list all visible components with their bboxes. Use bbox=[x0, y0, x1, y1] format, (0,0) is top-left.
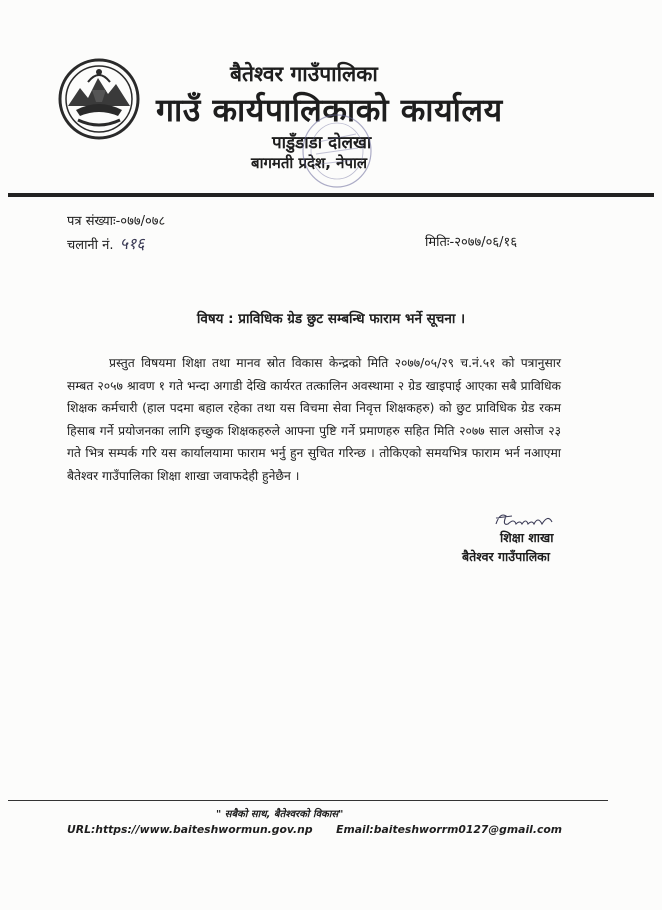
subject-line: विषय : प्राविधिक ग्रेड छुट सम्बन्धि फाराम भर्ने सूचना । bbox=[196, 311, 466, 327]
signatory-section: शिक्षा शाखा bbox=[500, 530, 554, 545]
footer-divider bbox=[8, 800, 608, 801]
letter-number: पत्र संख्याः-०७७/०७८ bbox=[67, 214, 166, 229]
footer-contact bbox=[67, 823, 562, 836]
letter-date: मितिः-२०७७/०६/१६ bbox=[425, 235, 518, 250]
footer-url[interactable]: URL:https://www.baiteshwormun.gov.np bbox=[67, 823, 313, 836]
nepal-emblem-icon bbox=[58, 58, 140, 140]
district-line: पाडुँडाडा दोलखा bbox=[272, 133, 372, 153]
footer-email[interactable]: Email:baiteshworrm0127@gmail.com bbox=[336, 823, 563, 836]
header-divider bbox=[8, 193, 654, 197]
office-title: गाउँ कार्यपालिकाको कार्यालय bbox=[156, 91, 503, 129]
municipality-name: बैतेश्वर गाउँपालिका bbox=[230, 62, 378, 86]
notice-body: प्रस्तुत विषयमा शिक्षा तथा मानव स्रोत विकास केन्द्रको मिति २०७७/०५/२९ च.नं.५१ को पत्रानुसार सम्बत २०५७ श्रावण १ गते भन्दा अगाडी देखि कार्यरत तत्कालिन अवस्थामा २ ग्रेड खाइपाई आएका सबै प्राविधिक शिक्षक कर्मचारी (हाल पदमा बहाल रहेका तथा यस विचमा सेवा निवृत्त शिक्षकहरु) को छुट प्राविधिक ग्रेड रकम हिसाब गर्ने प्रयोजनका लागि इच्छुक शिक्षकहरुले आफ्ना पुष्टि गर्ने प्रमाणहरु सहित मिति २०७७ साल असोज २३ गते भित्र सम्पर्क गरि यस कार्यालयामा फाराम भर्नु हुन सुचित गरिन्छ । तोकिएको समयभित्र फाराम भर्न नआएमा बैतेश्वर गाउँपालिका शिक्षा शाखा जवाफदेही हुनेछैन । bbox=[67, 356, 561, 483]
signatory-municipality: बैतेश्वर गाउँपालिका bbox=[462, 549, 551, 564]
province-line: बागमती प्रदेश, नेपाल bbox=[251, 154, 368, 172]
dispatch-number: ५१६ bbox=[119, 234, 145, 253]
footer-slogan: " सबैको साथ, बैतेश्वरको विकास" bbox=[216, 809, 344, 820]
dispatch-number-line bbox=[67, 232, 145, 254]
dispatch-label: चलानी नं. bbox=[67, 238, 114, 253]
office-stamp-icon bbox=[300, 112, 374, 190]
